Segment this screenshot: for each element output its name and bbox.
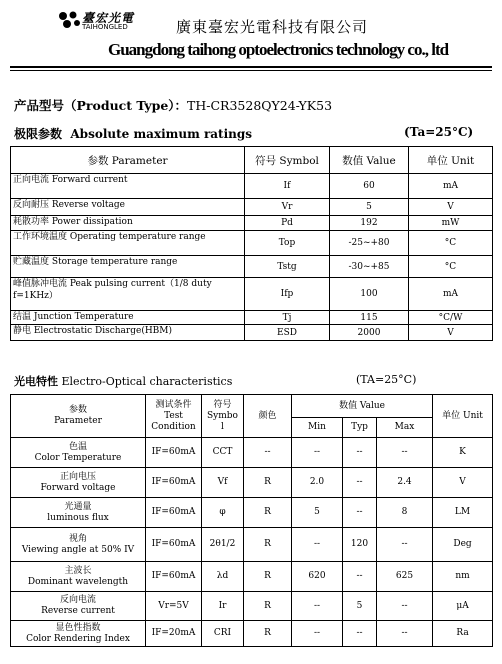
section-title-cn: 光电特性 — [14, 375, 58, 388]
row-unit: V — [409, 325, 493, 341]
row-symbol: CRI — [202, 621, 244, 647]
row-value: 2000 — [330, 325, 409, 341]
row-typ: 5 — [343, 592, 377, 621]
section-condition: (TA=25°C) — [356, 373, 417, 386]
row-cond: Vr=5V — [146, 592, 202, 621]
row-symbol: φ — [202, 498, 244, 528]
row-cond: IF=60mA — [146, 468, 202, 498]
col-header-value: 数值 Value — [292, 395, 433, 418]
table-row — [11, 311, 493, 325]
logo-text-en: TAIHONGLED — [82, 23, 128, 31]
row-min: -- — [292, 621, 343, 647]
product-type — [14, 96, 332, 114]
table-row — [11, 438, 493, 468]
row-unit: mW — [409, 216, 493, 231]
row-param: 静电 Electrostatic Discharge(HBM) — [11, 325, 245, 341]
col-header-symbol: 符号 Symbo l — [202, 395, 244, 438]
section-title-abs-max — [14, 125, 252, 142]
row-max: -- — [377, 621, 433, 647]
row-color: R — [244, 498, 292, 528]
row-param: 显色性指数 Color Rendering Index — [11, 621, 146, 647]
col-header-symbol: 符号 Symbol — [245, 147, 330, 174]
row-unit: °C/W — [409, 311, 493, 325]
eo-table — [10, 394, 493, 647]
table-row — [11, 621, 493, 647]
row-param: 色温 Color Temperature — [11, 438, 146, 468]
table-row — [11, 278, 493, 311]
row-value: 100 — [330, 278, 409, 311]
row-max: -- — [377, 438, 433, 468]
row-symbol: If — [245, 174, 330, 199]
row-unit: Deg — [433, 528, 493, 562]
row-symbol: λd — [202, 562, 244, 592]
col-header-value: 数值 Value — [330, 147, 409, 174]
row-param: 工作环境温度 Operating temperature range — [11, 231, 245, 256]
row-unit: LM — [433, 498, 493, 528]
row-param: 反向电流 Reverse current — [11, 592, 146, 621]
header-rule — [10, 66, 492, 68]
col-header-unit: 单位 Unit — [409, 147, 493, 174]
row-param: 结温 Junction Temperature — [11, 311, 245, 325]
row-value: 60 — [330, 174, 409, 199]
row-cond: IF=60mA — [146, 438, 202, 468]
row-typ: -- — [343, 468, 377, 498]
table-row — [11, 199, 493, 216]
row-param: 反向耐压 Reverse voltage — [11, 199, 245, 216]
row-color: -- — [244, 438, 292, 468]
logo-icon — [56, 10, 82, 30]
row-cond: IF=60mA — [146, 562, 202, 592]
row-cond: IF=60mA — [146, 498, 202, 528]
row-param: 主波长 Dominant wavelength — [11, 562, 146, 592]
table-row — [11, 174, 493, 199]
section-title-en: Absolute maximum ratings — [70, 127, 253, 141]
row-color: R — [244, 592, 292, 621]
row-symbol: Tstg — [245, 256, 330, 278]
row-param: 视角 Viewing angle at 50% IV — [11, 528, 146, 562]
table-row — [11, 256, 493, 278]
row-max: 8 — [377, 498, 433, 528]
section-title-cn: 极限参数 — [14, 127, 63, 141]
row-min: -- — [292, 592, 343, 621]
product-type-value: TH-CR3528QY24-YK53 — [187, 98, 333, 113]
row-unit: V — [433, 468, 493, 498]
col-header-param: 参数 Parameter — [11, 395, 146, 438]
row-value: -25~+80 — [330, 231, 409, 256]
row-unit: mA — [409, 174, 493, 199]
table-row — [11, 231, 493, 256]
table-row — [11, 216, 493, 231]
table-row — [11, 468, 493, 498]
row-max: -- — [377, 592, 433, 621]
row-unit: mA — [409, 278, 493, 311]
company-name-en: Guangdong taihong optoelectronics technology co., ltd — [108, 40, 449, 59]
row-symbol: Top — [245, 231, 330, 256]
col-header-unit: 单位 Unit — [433, 395, 493, 438]
section-title-eo — [14, 373, 232, 389]
col-header-param: 参数 Parameter — [11, 147, 245, 174]
row-typ: -- — [343, 562, 377, 592]
row-param: 峰值脉冲电流 Peak pulsing current（1/8 duty f=1KHz） — [11, 278, 245, 311]
row-param: 正向电压 Forward voltage — [11, 468, 146, 498]
row-value: 192 — [330, 216, 409, 231]
row-unit: V — [409, 199, 493, 216]
row-color: R — [244, 528, 292, 562]
section-title-en: Electro-Optical characteristics — [61, 375, 233, 388]
row-param: 正向电流 Forward current — [11, 174, 245, 199]
row-symbol: Ifp — [245, 278, 330, 311]
row-symbol: CCT — [202, 438, 244, 468]
col-header-color: 颜色 — [244, 395, 292, 438]
row-symbol: Tj — [245, 311, 330, 325]
row-unit: nm — [433, 562, 493, 592]
product-type-label: 产品型号（Product Type）： — [14, 98, 188, 113]
row-min: -- — [292, 438, 343, 468]
table-row — [11, 562, 493, 592]
row-value: -30~+85 — [330, 256, 409, 278]
row-max: 2.4 — [377, 468, 433, 498]
col-header-typ: Typ — [343, 418, 377, 438]
row-max: 625 — [377, 562, 433, 592]
row-color: R — [244, 562, 292, 592]
table-row — [11, 528, 493, 562]
logo-text-cn: 臺宏光電 — [82, 11, 135, 25]
abs-max-table — [10, 146, 493, 341]
row-symbol: Vf — [202, 468, 244, 498]
table-row — [11, 592, 493, 621]
table-row — [11, 498, 493, 528]
row-symbol: Vr — [245, 199, 330, 216]
row-max: -- — [377, 528, 433, 562]
row-min: 620 — [292, 562, 343, 592]
table-row — [11, 325, 493, 341]
row-symbol: Ir — [202, 592, 244, 621]
row-value: 5 — [330, 199, 409, 216]
row-min: -- — [292, 528, 343, 562]
col-header-test: 测试条件 Test Condition — [146, 395, 202, 438]
row-unit: K — [433, 438, 493, 468]
row-param: 贮藏温度 Storage temperature range — [11, 256, 245, 278]
row-unit: μA — [433, 592, 493, 621]
row-typ: -- — [343, 621, 377, 647]
row-color: R — [244, 468, 292, 498]
row-typ: -- — [343, 438, 377, 468]
row-symbol: 2θ1/2 — [202, 528, 244, 562]
row-min: 5 — [292, 498, 343, 528]
row-symbol: Pd — [245, 216, 330, 231]
header-rule-thin — [10, 70, 492, 71]
row-cond: IF=20mA — [146, 621, 202, 647]
company-name-cn: 廣東臺宏光電科技有限公司 — [176, 18, 369, 36]
row-param: 耗散功率 Power dissipation — [11, 216, 245, 231]
row-symbol: ESD — [245, 325, 330, 341]
row-typ: 120 — [343, 528, 377, 562]
col-header-min: Min — [292, 418, 343, 438]
row-param: 光通量 luminous flux — [11, 498, 146, 528]
row-value: 115 — [330, 311, 409, 325]
row-unit: °C — [409, 231, 493, 256]
row-cond: IF=60mA — [146, 528, 202, 562]
row-min: 2.0 — [292, 468, 343, 498]
row-typ: -- — [343, 498, 377, 528]
row-unit: Ra — [433, 621, 493, 647]
col-header-max: Max — [377, 418, 433, 438]
row-unit: °C — [409, 256, 493, 278]
section-condition: (Ta=25°C) — [404, 125, 474, 139]
row-color: R — [244, 621, 292, 647]
